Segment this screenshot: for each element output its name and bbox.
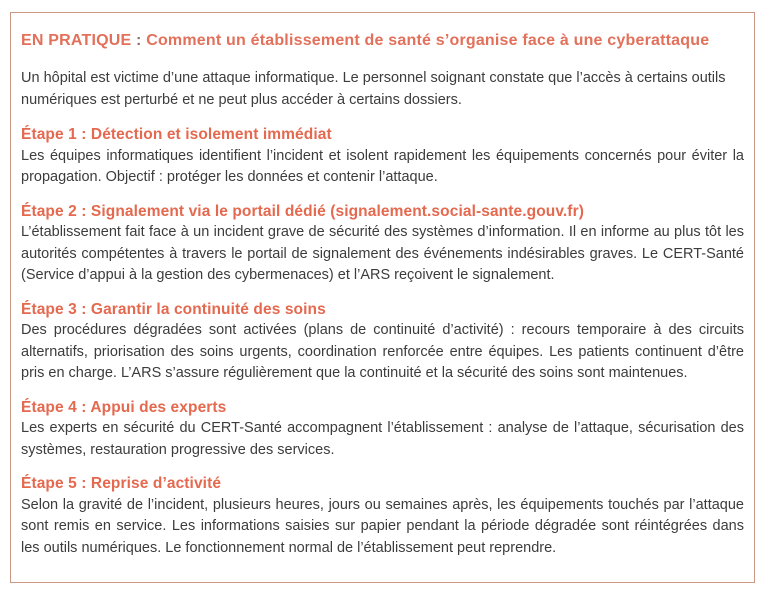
step-section-2 (21, 201, 744, 287)
step-4-body: Les experts en sécurité du CERT-Santé accompagnent l’établissement : analyse de l’attaque, sécurisation des systèmes, restauration progressive des services. (21, 420, 744, 458)
step-section-3 (21, 299, 744, 385)
step-section-5 (21, 473, 744, 559)
step-4-heading: Étape 4 : Appui des experts (21, 398, 227, 416)
box-title-separator: : (131, 32, 147, 49)
step-2-heading: Étape 2 : Signalement via le portail dédié (signalement.social-sante.gouv.fr) (21, 202, 584, 220)
step-section-4 (21, 397, 744, 462)
step-5-heading: Étape 5 : Reprise d’activité (21, 475, 222, 492)
step-section-1 (21, 124, 744, 189)
practice-box (10, 12, 755, 583)
step-3-heading: Étape 3 : Garantir la continuité des soins (21, 300, 326, 318)
box-title (21, 30, 744, 51)
intro-paragraph: Un hôpital est victime d’une attaque informatique. Le personnel soignant constate que l’accès à certains outils numériques est perturbé et ne peut plus accéder à certains dossiers. (21, 70, 726, 108)
step-1-heading: Étape 1 : Détection et isolement immédiat (21, 126, 332, 143)
box-title-label: EN PRATIQUE (21, 32, 132, 49)
box-title-text: Comment un établissement de santé s’organise face à une cyberattaque (146, 32, 710, 49)
step-2-body: L’établissement fait face à un incident grave de sécurité des systèmes d’information. Il en informe au plus tôt les autorités compétentes à travers le portail de signalement des événements indésirables graves. Le CERT-Santé (Service d’appui à la gestion des cybermenaces) et l’ARS reçoivent le signalement. (21, 224, 744, 283)
step-5-body: Selon la gravité de l’incident, plusieurs heures, jours ou semaines après, les équipements touchés par l’attaque sont remis en service. Les informations saisies sur papier pendant la période dégradée sont réintégrées dans les outils numériques. Le fonctionnement normal de l’établissement peut reprendre. (21, 496, 744, 556)
step-1-body: Les équipes informatiques identifient l’incident et isolent rapidement les équipements concernés pour éviter la propagation. Objectif : protéger les données et contenir l’attaque. (21, 147, 744, 185)
step-3-body: Des procédures dégradées sont activées (plans de continuité d’activité) : recours temporaire à des circuits alternatifs, priorisation des soins urgents, coordination renforcée entre équipes. Les patients continuent d’être pris en charge. L’ARS s’assure régulièrement que la continuité et la sécurité des soins sont maintenues. (21, 322, 744, 381)
